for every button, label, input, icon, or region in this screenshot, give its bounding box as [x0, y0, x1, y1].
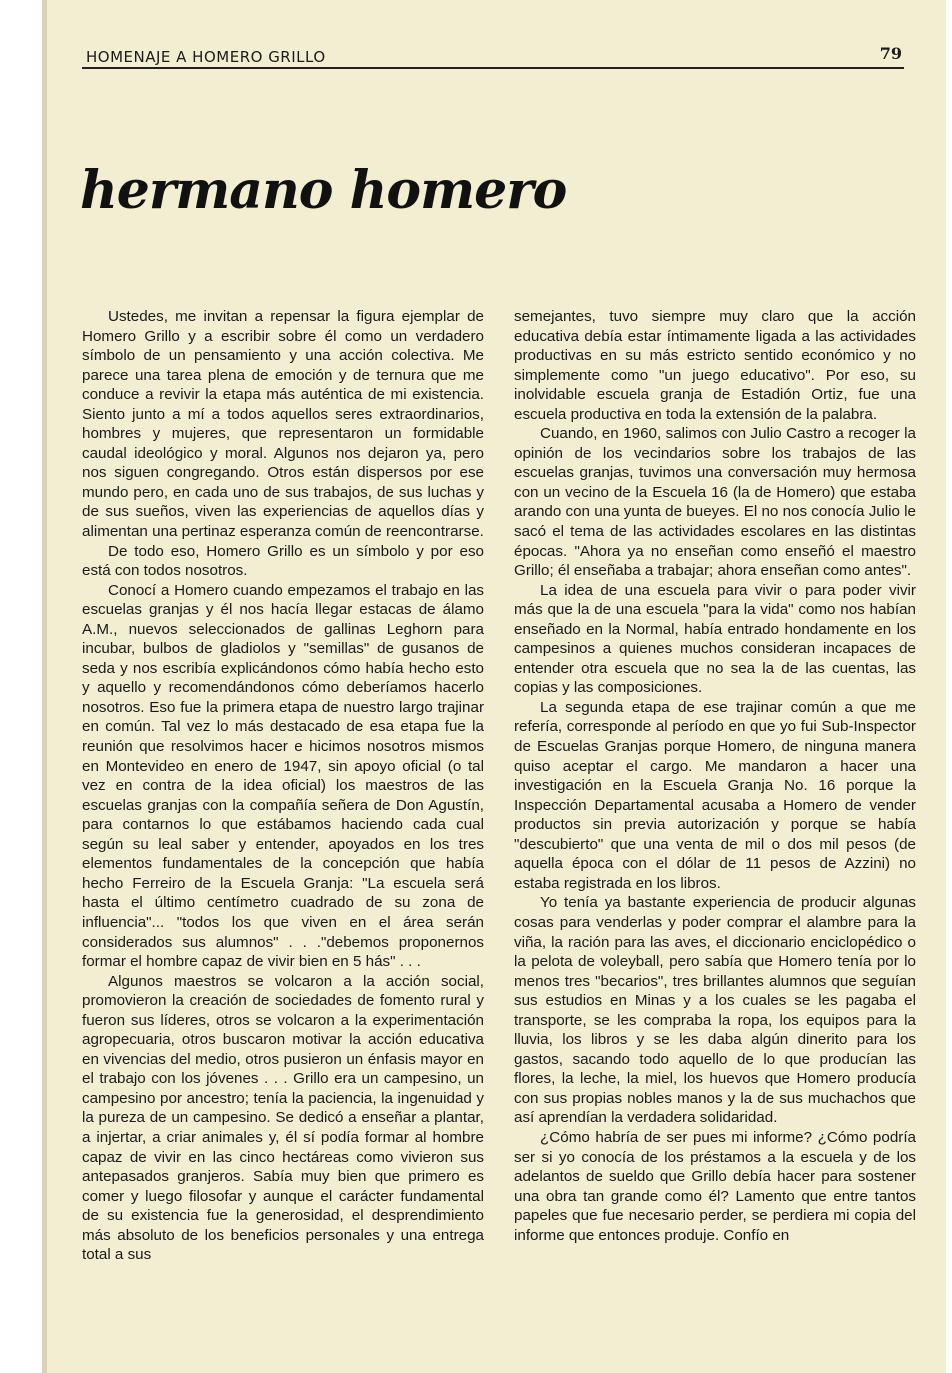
paragraph: Conocí a Homero cuando empezamos el trabajo en las escuelas granjas y él nos hacía llegar estacas de álamo A.M., nuevos seleccionados de gallinas Leghorn para incubar, bulbos de gladiolos y "semillas" de gusanos de seda y nos escribía explicándonos cómo había hecho esto y aquello y recomendándonos cómo deberíamos hacerlo nosotros. Eso fue la primera etapa de nuestro largo trajinar en común. Tal vez lo más destacado de esa etapa fue la reunión que resolvimos hacer e hicimos nosotros mismos en Montevideo en enero de 1947, sin apoyo oficial (o tal vez en contra de la idea oficial) los maestros de las escuelas granjas con la compañía señera de Don Agustín, para contarnos lo que estábamos haciendo cada cual según su leal saber y entender, apoyados en los tres elementos fundamentales de la concepción que había hecho Ferreiro de la Escuela Granja: "La escuela será hasta el último centímetro cuadrado de su zona de influencia"... "todos los que viven en el área serán considerados sus alumnos" . . ."debemos proponernos formar el hombre capaz de vivir bien en 5 hás" . . .: [82, 581, 484, 971]
paragraph: Algunos maestros se volcaron a la acción social, promovieron la creación de sociedades de fomento rural y fueron sus líderes, otros se volcaron a la experimentación agropecuaria, otros buscaron motivar la acción educativa en vivencias del medio, otros pusieron un énfasis mayor en el trabajo con los jóvenes . . . Grillo era un campesino, un campesino por ancestro; tenía la paciencia, la ingenuidad y la pureza de un campesino. Se dedicó a enseñar a plantar, a injertar, a criar animales y, él sí podía formar al hombre capaz de vivir en las cinco hectáreas como vivieron sus antepasados granjeros. Sabía muy bien que primero es comer y luego filosofar y aunque el carácter fundamental de su existencia fue la generosidad, el desprendimiento más absoluto de los beneficios personales y una entrega total a sus: [82, 972, 484, 1264]
paragraph: Cuando, en 1960, salimos con Julio Castro a recoger la opinión de los vecindarios sobre los trabajos de las escuelas granjas, tuvimos una conversación muy hermosa con un vecino de la Escuela 16 (la de Homero) que estaba arando con una yunta de bueyes. El no nos conocía Julio le sacó el tema de las actividades escolares en las distintas épocas. "Ahora ya no enseñan como enseñó el maestro Grillo; él enseñaba a trabajar; ahora enseñan como antes".: [514, 425, 916, 580]
paragraph: Ustedes, me invitan a repensar la figura ejemplar de Homero Grillo y a escribir sobre él como un verdadero símbolo de un pensamiento y una acción colectiva. Me parece una tarea plena de emoción y de ternura que me conduce a revivir la etapa más auténtica de mi existencia. Siento junto a mí a todos aquellos seres extraordinarios, hombres y mujeres, que representaron un formidable caudal ideológico y moral. Algunos nos dejaron ya, pero nos siguen congregando. Otros están dispersos por ese mundo pero, en cada uno de sus trabajos, de sus luchas y de sus sueños, viven las experiencias de aquellos días y alimentan una pertinaz esperanza común de reencontrarse.: [82, 308, 484, 541]
paragraph: Yo tenía ya bastante experiencia de producir algunas cosas para venderlas y poder comprar el alambre para la viña, la ración para las aves, el diccionario enciclopédico o la pelota de voleyball, pero sabía que Homero tenía por lo menos tres "becarios", tres brillantes alumnos que seguían sus estudios en Minas y a los cuales se les pagaba el transporte, se les compraba la ropa, los equipos para la lluvia, los libros y se les daba algún dinerito para los gastos, sacando todo aquello de lo que producían las flores, la leche, la miel, los huevos que Homero producía con sus propias nobles manos y la de sus muchachos que así aprendían la verdadera solidaridad.: [514, 894, 916, 1127]
paragraph: De todo eso, Homero Grillo es un símbolo y por eso está con todos nosotros.: [82, 542, 484, 580]
header-rule: [82, 67, 904, 69]
article-title: hermano homero: [80, 160, 567, 221]
running-header: [86, 44, 902, 68]
magazine-page: [42, 0, 946, 1373]
section-title: HOMENAJE A HOMERO GRILLO: [86, 48, 326, 66]
right-column: [514, 307, 916, 1245]
paragraph: La idea de una escuela para vivir o para poder vivir más que la de una escuela "para la vida" como nos habían enseñado en la Normal, había entrado hondamente en los campesinos a quienes muchos consideran incapaces de entender otra escuela que no sea la de las cuentas, las copias y las composiciones.: [514, 581, 916, 697]
left-column: [82, 307, 484, 1265]
paragraph: La segunda etapa de ese trajinar común a que me refería, corresponde al período en que yo fui Sub-Inspector de Escuelas Granjas porque Homero, de ninguna manera quiso aceptar el cargo. Me mandaron a hacer una investigación en la Escuela Granja No. 16 porque la Inspección Departamental acusaba a Homero de vender productos sin previa autorización y porque se había "descubierto" que una venta de mil o dos mil pesos (de aquella época con el dólar de 11 pesos de Azzini) no estaba registrada en los libros.: [514, 698, 916, 892]
page-number: 79: [879, 44, 902, 63]
paragraph: semejantes, tuvo siempre muy claro que la acción educativa debía estar íntimamente ligada a las actividades productivas en su más estricto sentido económico y no simplemente como "un juego educativo". Por eso, su inolvidable escuela granja de Estadión Ortiz, fue una escuela productiva en toda la extensión de la palabra.: [514, 308, 916, 423]
page-edge: [42, 0, 47, 1373]
paragraph: ¿Cómo habría de ser pues mi informe? ¿Cómo podría ser si yo conocía de los préstamos a la escuela y de los adelantos de sueldo que Grillo debía hacer para sostener una obra tan grande como él? Lamento que entre tantos papeles que fue necesario perder, se perdiera mi copia del informe que entonces produje. Confío en: [514, 1128, 916, 1244]
